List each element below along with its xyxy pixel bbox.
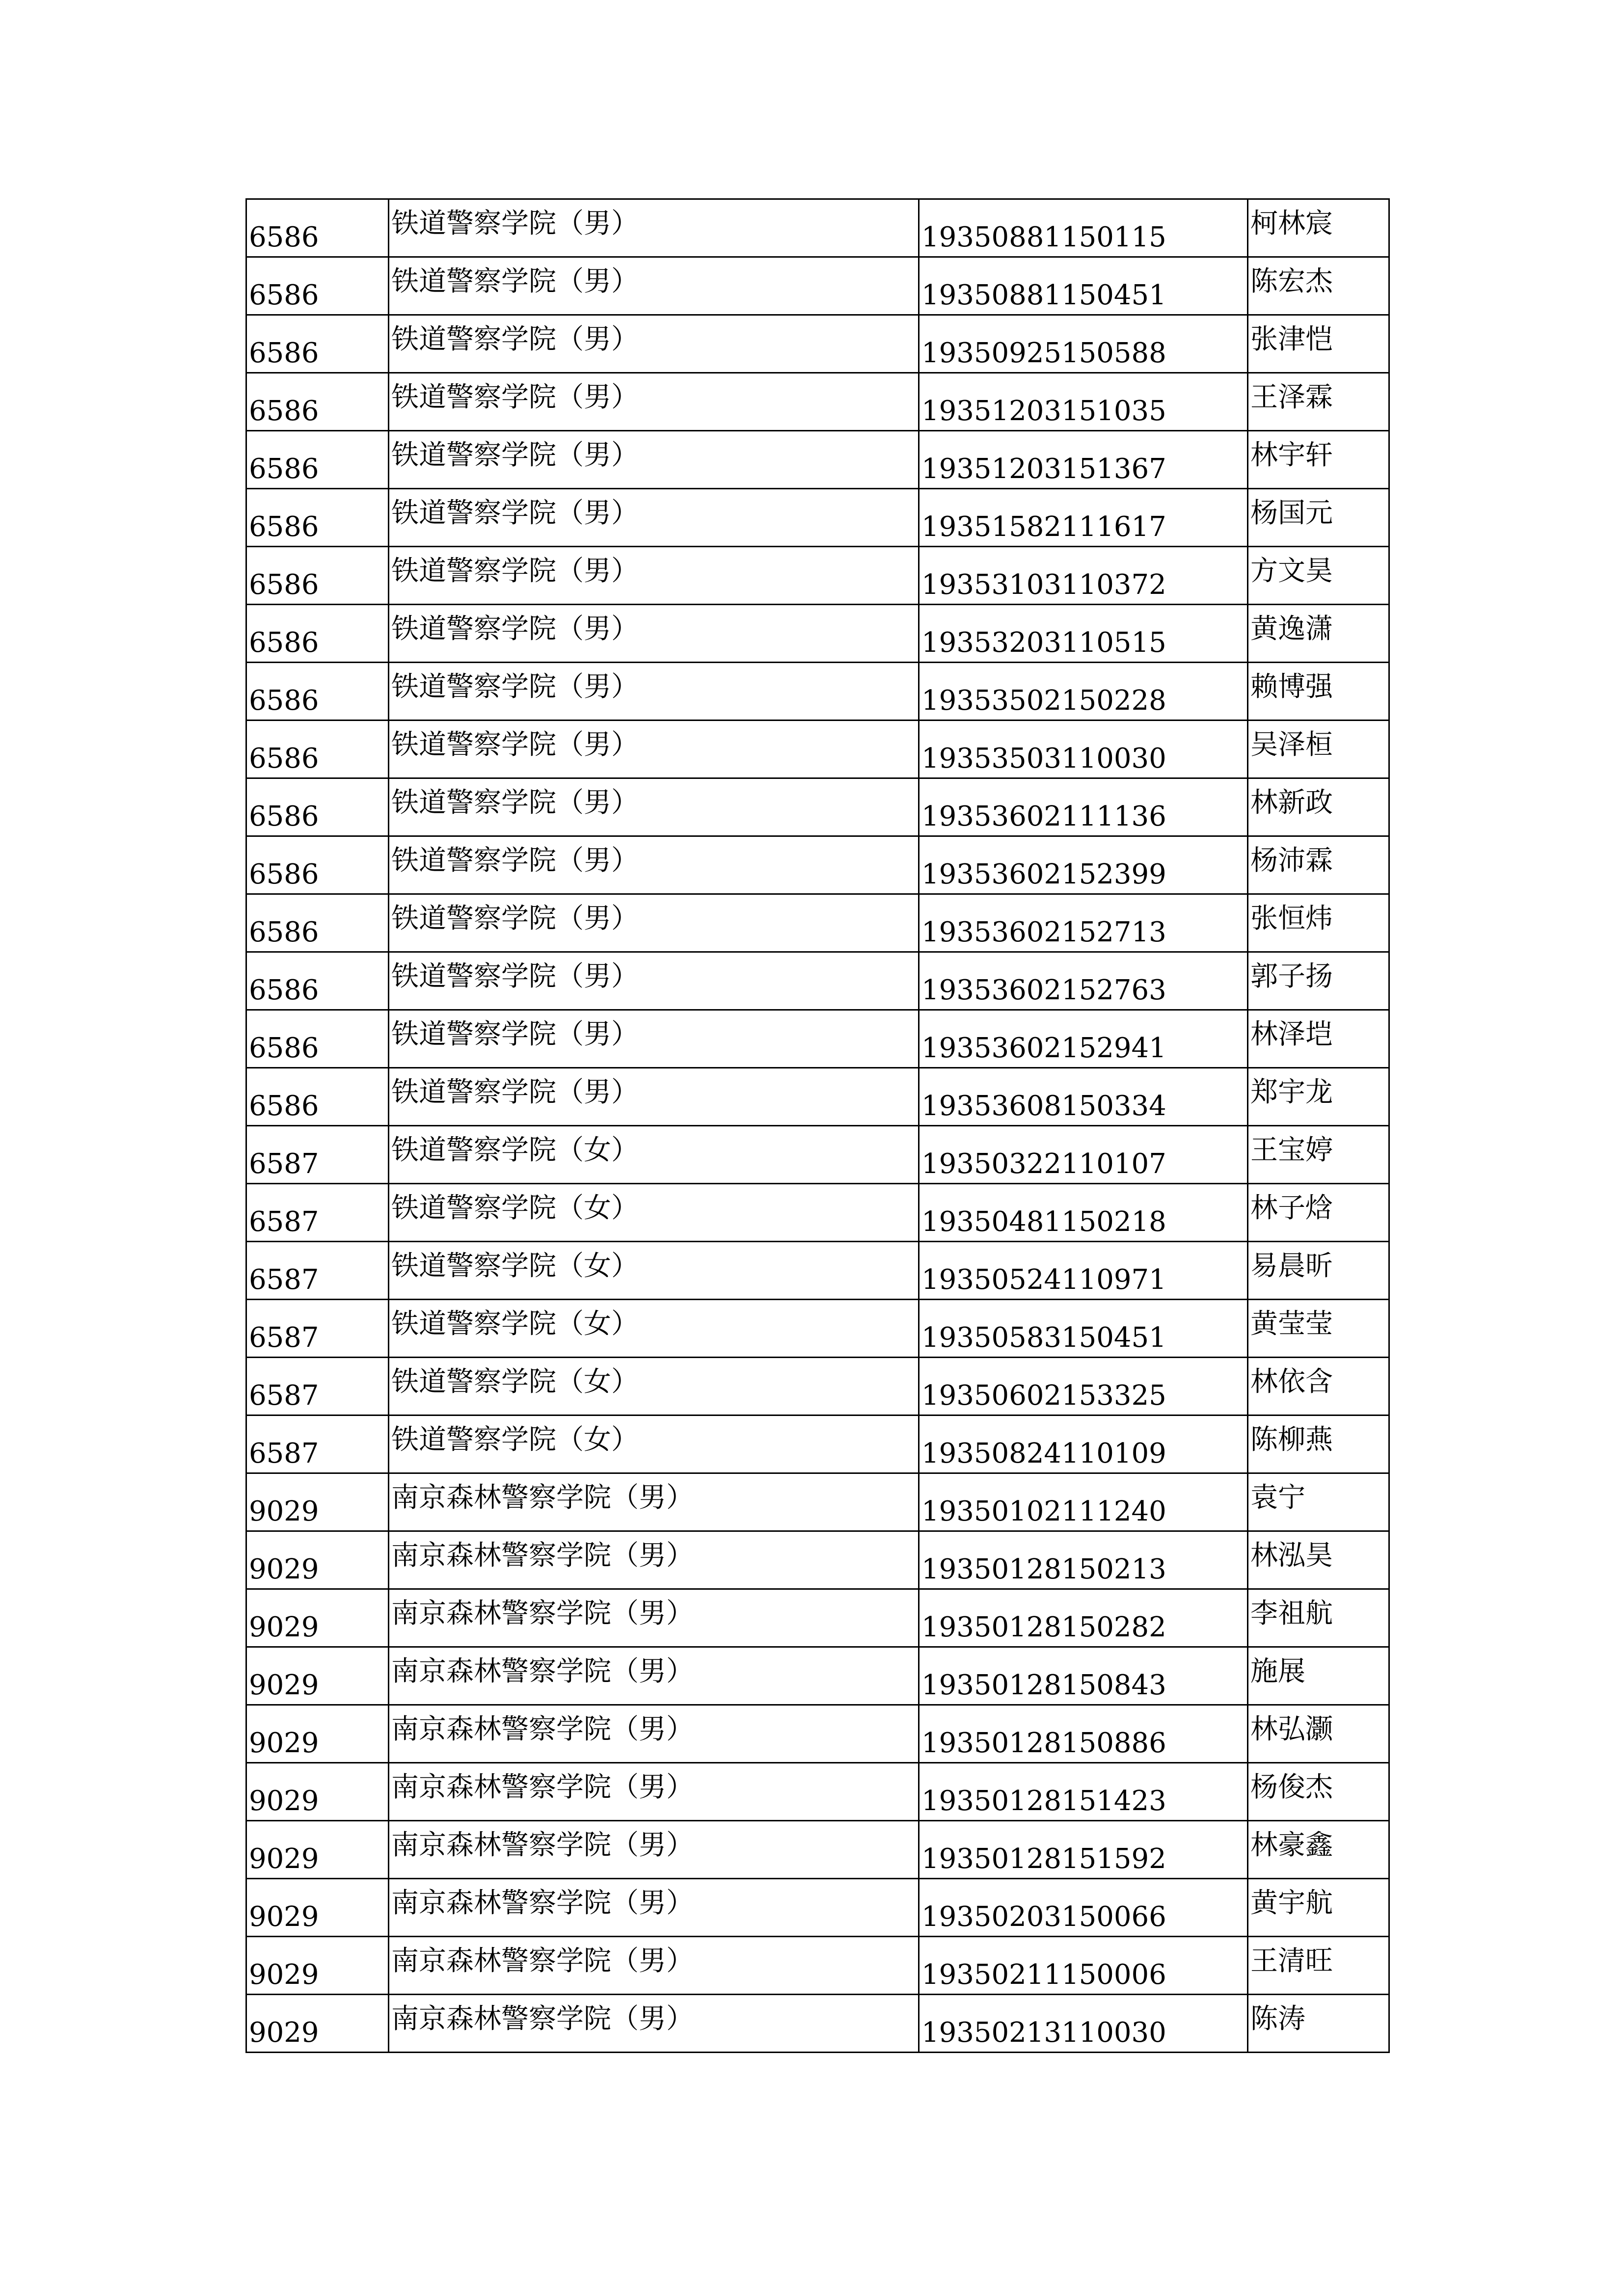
student-name-cell: 王清旺 bbox=[1248, 1937, 1389, 1995]
major-code-cell: 6586 bbox=[246, 605, 389, 663]
major-code-cell: 6587 bbox=[246, 1300, 389, 1358]
exam-id-cell: 19353203110515 bbox=[919, 605, 1248, 663]
major-name-cell: 铁道警察学院（男） bbox=[389, 1068, 919, 1126]
student-name-cell: 方文昊 bbox=[1248, 547, 1389, 605]
table-row bbox=[246, 1300, 1389, 1358]
major-code-cell: 6587 bbox=[246, 1242, 389, 1300]
major-name-cell: 南京森林警察学院（男） bbox=[389, 1647, 919, 1705]
exam-id-cell: 19353602111136 bbox=[919, 778, 1248, 836]
exam-id-cell: 19353602152941 bbox=[919, 1010, 1248, 1068]
exam-id-cell: 19350128150213 bbox=[919, 1531, 1248, 1589]
student-name-cell: 袁宁 bbox=[1248, 1473, 1389, 1531]
major-name-cell: 南京森林警察学院（男） bbox=[389, 1473, 919, 1531]
student-name-cell: 陈涛 bbox=[1248, 1995, 1389, 2053]
exam-id-cell: 19350128151423 bbox=[919, 1763, 1248, 1821]
student-name-cell: 林宇轩 bbox=[1248, 431, 1389, 489]
admission-list-table bbox=[245, 198, 1390, 2053]
student-name-cell: 黄宇航 bbox=[1248, 1879, 1389, 1937]
major-name-cell: 铁道警察学院（男） bbox=[389, 373, 919, 431]
major-code-cell: 6586 bbox=[246, 373, 389, 431]
exam-id-cell: 19350203150066 bbox=[919, 1879, 1248, 1937]
table-row bbox=[246, 257, 1389, 315]
exam-id-cell: 19350128150282 bbox=[919, 1589, 1248, 1647]
table-row bbox=[246, 315, 1389, 373]
student-name-cell: 王泽霖 bbox=[1248, 373, 1389, 431]
student-name-cell: 陈柳燕 bbox=[1248, 1415, 1389, 1473]
student-name-cell: 杨俊杰 bbox=[1248, 1763, 1389, 1821]
exam-id-cell: 19350925150588 bbox=[919, 315, 1248, 373]
major-name-cell: 南京森林警察学院（男） bbox=[389, 1937, 919, 1995]
student-name-cell: 李祖航 bbox=[1248, 1589, 1389, 1647]
student-name-cell: 易晨昕 bbox=[1248, 1242, 1389, 1300]
major-name-cell: 铁道警察学院（男） bbox=[389, 547, 919, 605]
major-name-cell: 南京森林警察学院（男） bbox=[389, 1763, 919, 1821]
major-name-cell: 铁道警察学院（男） bbox=[389, 489, 919, 547]
major-name-cell: 铁道警察学院（男） bbox=[389, 605, 919, 663]
major-code-cell: 9029 bbox=[246, 1647, 389, 1705]
exam-id-cell: 19350128150843 bbox=[919, 1647, 1248, 1705]
major-code-cell: 6586 bbox=[246, 894, 389, 952]
admission-list-body bbox=[246, 199, 1389, 2053]
table-row bbox=[246, 373, 1389, 431]
table-row bbox=[246, 1531, 1389, 1589]
table-row bbox=[246, 1995, 1389, 2053]
table-row bbox=[246, 1184, 1389, 1242]
student-name-cell: 林子焓 bbox=[1248, 1184, 1389, 1242]
major-name-cell: 南京森林警察学院（男） bbox=[389, 1589, 919, 1647]
major-code-cell: 6586 bbox=[246, 836, 389, 894]
major-name-cell: 铁道警察学院（女） bbox=[389, 1415, 919, 1473]
exam-id-cell: 19351203151035 bbox=[919, 373, 1248, 431]
table-row bbox=[246, 489, 1389, 547]
exam-id-cell: 19350524110971 bbox=[919, 1242, 1248, 1300]
exam-id-cell: 19353502150228 bbox=[919, 663, 1248, 721]
student-name-cell: 林泓昊 bbox=[1248, 1531, 1389, 1589]
student-name-cell: 张恒炜 bbox=[1248, 894, 1389, 952]
exam-id-cell: 19350583150451 bbox=[919, 1300, 1248, 1358]
table-row bbox=[246, 778, 1389, 836]
major-name-cell: 铁道警察学院（男） bbox=[389, 894, 919, 952]
major-code-cell: 9029 bbox=[246, 1531, 389, 1589]
table-row bbox=[246, 547, 1389, 605]
table-row bbox=[246, 1473, 1389, 1531]
exam-id-cell: 19350102111240 bbox=[919, 1473, 1248, 1531]
exam-id-cell: 19350322110107 bbox=[919, 1126, 1248, 1184]
major-name-cell: 铁道警察学院（女） bbox=[389, 1126, 919, 1184]
exam-id-cell: 19353602152399 bbox=[919, 836, 1248, 894]
table-row bbox=[246, 199, 1389, 257]
major-code-cell: 9029 bbox=[246, 1473, 389, 1531]
major-code-cell: 9029 bbox=[246, 1763, 389, 1821]
student-name-cell: 杨国元 bbox=[1248, 489, 1389, 547]
student-name-cell: 郑宇龙 bbox=[1248, 1068, 1389, 1126]
table-row bbox=[246, 663, 1389, 721]
major-code-cell: 9029 bbox=[246, 1705, 389, 1763]
major-name-cell: 铁道警察学院（男） bbox=[389, 778, 919, 836]
major-name-cell: 南京森林警察学院（男） bbox=[389, 1705, 919, 1763]
major-name-cell: 铁道警察学院（男） bbox=[389, 431, 919, 489]
major-code-cell: 6586 bbox=[246, 1010, 389, 1068]
major-name-cell: 铁道警察学院（男） bbox=[389, 199, 919, 257]
exam-id-cell: 19353602152763 bbox=[919, 952, 1248, 1010]
major-name-cell: 南京森林警察学院（男） bbox=[389, 1531, 919, 1589]
table-row bbox=[246, 1358, 1389, 1415]
major-name-cell: 铁道警察学院（男） bbox=[389, 257, 919, 315]
major-code-cell: 9029 bbox=[246, 1937, 389, 1995]
major-code-cell: 6586 bbox=[246, 431, 389, 489]
student-name-cell: 黄逸潇 bbox=[1248, 605, 1389, 663]
major-code-cell: 6587 bbox=[246, 1184, 389, 1242]
student-name-cell: 杨沛霖 bbox=[1248, 836, 1389, 894]
table-row bbox=[246, 894, 1389, 952]
student-name-cell: 陈宏杰 bbox=[1248, 257, 1389, 315]
exam-id-cell: 19350213110030 bbox=[919, 1995, 1248, 2053]
major-name-cell: 铁道警察学院（男） bbox=[389, 836, 919, 894]
major-code-cell: 6586 bbox=[246, 199, 389, 257]
table-row bbox=[246, 836, 1389, 894]
student-name-cell: 王宝婷 bbox=[1248, 1126, 1389, 1184]
exam-id-cell: 19351203151367 bbox=[919, 431, 1248, 489]
major-name-cell: 铁道警察学院（男） bbox=[389, 721, 919, 778]
student-name-cell: 柯林宸 bbox=[1248, 199, 1389, 257]
student-name-cell: 林依含 bbox=[1248, 1358, 1389, 1415]
exam-id-cell: 19353602152713 bbox=[919, 894, 1248, 952]
exam-id-cell: 19350602153325 bbox=[919, 1358, 1248, 1415]
major-name-cell: 铁道警察学院（女） bbox=[389, 1300, 919, 1358]
major-name-cell: 铁道警察学院（男） bbox=[389, 315, 919, 373]
major-code-cell: 9029 bbox=[246, 1821, 389, 1879]
exam-id-cell: 19350824110109 bbox=[919, 1415, 1248, 1473]
table-row bbox=[246, 431, 1389, 489]
student-name-cell: 郭子扬 bbox=[1248, 952, 1389, 1010]
table-row bbox=[246, 1879, 1389, 1937]
major-name-cell: 铁道警察学院（女） bbox=[389, 1242, 919, 1300]
exam-id-cell: 19350211150006 bbox=[919, 1937, 1248, 1995]
major-name-cell: 铁道警察学院（男） bbox=[389, 1010, 919, 1068]
exam-id-cell: 19353503110030 bbox=[919, 721, 1248, 778]
student-name-cell: 张津恺 bbox=[1248, 315, 1389, 373]
major-code-cell: 6587 bbox=[246, 1415, 389, 1473]
major-name-cell: 铁道警察学院（女） bbox=[389, 1358, 919, 1415]
student-name-cell: 林泽垲 bbox=[1248, 1010, 1389, 1068]
table-row bbox=[246, 1126, 1389, 1184]
table-row bbox=[246, 1647, 1389, 1705]
major-code-cell: 6586 bbox=[246, 1068, 389, 1126]
major-code-cell: 9029 bbox=[246, 1589, 389, 1647]
major-code-cell: 9029 bbox=[246, 1879, 389, 1937]
table-row bbox=[246, 1589, 1389, 1647]
major-code-cell: 6586 bbox=[246, 721, 389, 778]
student-name-cell: 林新政 bbox=[1248, 778, 1389, 836]
exam-id-cell: 19350128151592 bbox=[919, 1821, 1248, 1879]
student-name-cell: 林弘灏 bbox=[1248, 1705, 1389, 1763]
table-row bbox=[246, 1705, 1389, 1763]
major-code-cell: 6587 bbox=[246, 1126, 389, 1184]
major-name-cell: 南京森林警察学院（男） bbox=[389, 1879, 919, 1937]
student-name-cell: 赖博强 bbox=[1248, 663, 1389, 721]
exam-id-cell: 19353103110372 bbox=[919, 547, 1248, 605]
table-row bbox=[246, 605, 1389, 663]
table-row bbox=[246, 1242, 1389, 1300]
exam-id-cell: 19350881150451 bbox=[919, 257, 1248, 315]
student-name-cell: 林豪鑫 bbox=[1248, 1821, 1389, 1879]
exam-id-cell: 19351582111617 bbox=[919, 489, 1248, 547]
exam-id-cell: 19353608150334 bbox=[919, 1068, 1248, 1126]
major-code-cell: 6586 bbox=[246, 778, 389, 836]
table-row bbox=[246, 1415, 1389, 1473]
table-row bbox=[246, 721, 1389, 778]
major-code-cell: 6586 bbox=[246, 489, 389, 547]
student-name-cell: 施展 bbox=[1248, 1647, 1389, 1705]
major-code-cell: 6586 bbox=[246, 547, 389, 605]
exam-id-cell: 19350481150218 bbox=[919, 1184, 1248, 1242]
major-code-cell: 6586 bbox=[246, 315, 389, 373]
major-code-cell: 9029 bbox=[246, 1995, 389, 2053]
table-row bbox=[246, 1068, 1389, 1126]
student-name-cell: 吴泽桓 bbox=[1248, 721, 1389, 778]
major-name-cell: 铁道警察学院（女） bbox=[389, 1184, 919, 1242]
student-name-cell: 黄莹莹 bbox=[1248, 1300, 1389, 1358]
major-code-cell: 6586 bbox=[246, 663, 389, 721]
major-name-cell: 铁道警察学院（男） bbox=[389, 663, 919, 721]
major-name-cell: 南京森林警察学院（男） bbox=[389, 1995, 919, 2053]
major-code-cell: 6587 bbox=[246, 1358, 389, 1415]
table-row bbox=[246, 1763, 1389, 1821]
table-row bbox=[246, 1010, 1389, 1068]
table-row bbox=[246, 1821, 1389, 1879]
major-name-cell: 南京森林警察学院（男） bbox=[389, 1821, 919, 1879]
table-row bbox=[246, 952, 1389, 1010]
major-code-cell: 6586 bbox=[246, 257, 389, 315]
major-name-cell: 铁道警察学院（男） bbox=[389, 952, 919, 1010]
table-row bbox=[246, 1937, 1389, 1995]
major-code-cell: 6586 bbox=[246, 952, 389, 1010]
exam-id-cell: 19350881150115 bbox=[919, 199, 1248, 257]
exam-id-cell: 19350128150886 bbox=[919, 1705, 1248, 1763]
